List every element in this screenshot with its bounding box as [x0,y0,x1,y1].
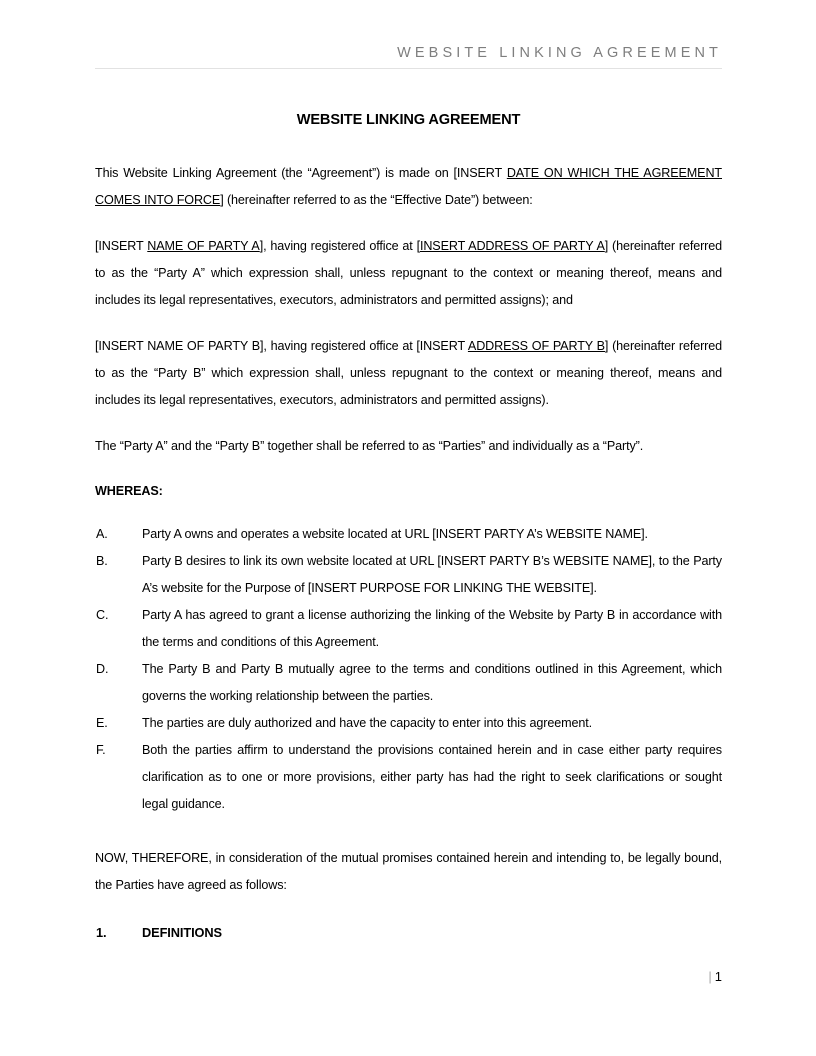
recital-text: Party A owns and operates a website located at URL [INSERT PARTY A’s WEBSITE NAME]. [142,526,648,541]
list-item [95,602,722,656]
party-a-paragraph [95,233,722,314]
page-number: 1 [714,969,722,984]
party-a-placeholder-name: NAME OF PARTY A [147,238,260,253]
recitals-list [95,521,722,818]
closing-paragraph: NOW, THEREFORE, in consideration of the mutual promises contained herein and intending to, be legally bound, the Parties have agreed as follows: [95,850,722,892]
list-item [95,737,722,818]
recital-marker: E. [96,715,108,730]
recital-marker: A. [96,526,108,541]
recital-marker: F. [96,742,106,757]
list-item [95,656,722,710]
party-a-placeholder-address: [INSERT ADDRESS OF PARTY A [416,238,605,253]
intro-paragraph [95,160,722,214]
running-header-title: WEBSITE LINKING AGREEMENT [397,45,722,61]
section-number: 1. [96,924,107,940]
party-b-placeholder-address: ADDRESS OF PARTY B] [467,338,609,353]
intro-segment-1: This Website Linking Agreement (the “Agreement”) is made on [INSERT [95,165,507,180]
whereas-heading: WHEREAS: [95,483,163,498]
recital-text: Party A has agreed to grant a license authorizing the linking of the Website by Party B in accordance with the terms and conditions of this Agreement. [142,607,722,649]
footer-separator: | [708,969,712,984]
recital-text: Party B desires to link its own website located at URL [INSERT PARTY B’s WEBSITE NAME], to the Party A’s website for the Purpose of [INSERT PURPOSE FOR LINKING THE WEBSITE]. [142,553,722,595]
recital-text: The parties are duly authorized and have the capacity to enter into this agreement. [142,715,592,730]
parties-definition-paragraph: The “Party A” and the “Party B” together shall be referred to as “Parties” and individually as a “Party”. [95,438,644,453]
list-item [95,521,722,548]
party-a-segment-5: ] (hereinafter referred to as the “Party A” which expression shall, unless repugnant to the context or meaning thereof, means and includes its legal representatives, executors, administrators and permitted assigns); and [95,238,723,307]
recital-text: The Party B and Party B mutually agree to the terms and conditions outlined in this Agreement, which governs the working relationship between the parties. [142,661,722,703]
party-b-segment-1: [INSERT NAME OF PARTY B], having registered office at [INSERT [95,338,468,353]
document-body [95,112,722,946]
party-a-segment-1: [INSERT [95,238,148,253]
party-a-segment-3: ], having registered office at [259,238,417,253]
list-item [95,710,722,737]
intro-segment-3: ] (hereinafter referred to as the “Effective Date”) between: [220,192,533,207]
party-b-segment-3: (hereinafter referred to as the “Party B” which expression shall, unless repugnant to the context or meaning thereof, means and includes its legal representatives, executors, administrators and permitted assigns). [95,338,723,407]
section-title: DEFINITIONS [142,924,222,940]
running-header [95,44,722,69]
party-b-paragraph [95,333,722,414]
section-heading-definitions [95,919,722,946]
recital-marker: B. [96,553,108,568]
list-item [95,548,722,602]
recital-marker: C. [96,607,109,622]
intro-placeholder-date: DATE ON WHICH THE AGREEMENT COMES INTO FORCE [95,165,722,207]
recital-marker: D. [96,661,109,676]
document-title: WEBSITE LINKING AGREEMENT [296,112,521,128]
recital-text: Both the parties affirm to understand the provisions contained herein and in case either party requires clarification as to one or more provisions, either party has had the right to seek clarifications or sought legal guidance. [142,742,722,811]
page-footer [95,968,722,986]
